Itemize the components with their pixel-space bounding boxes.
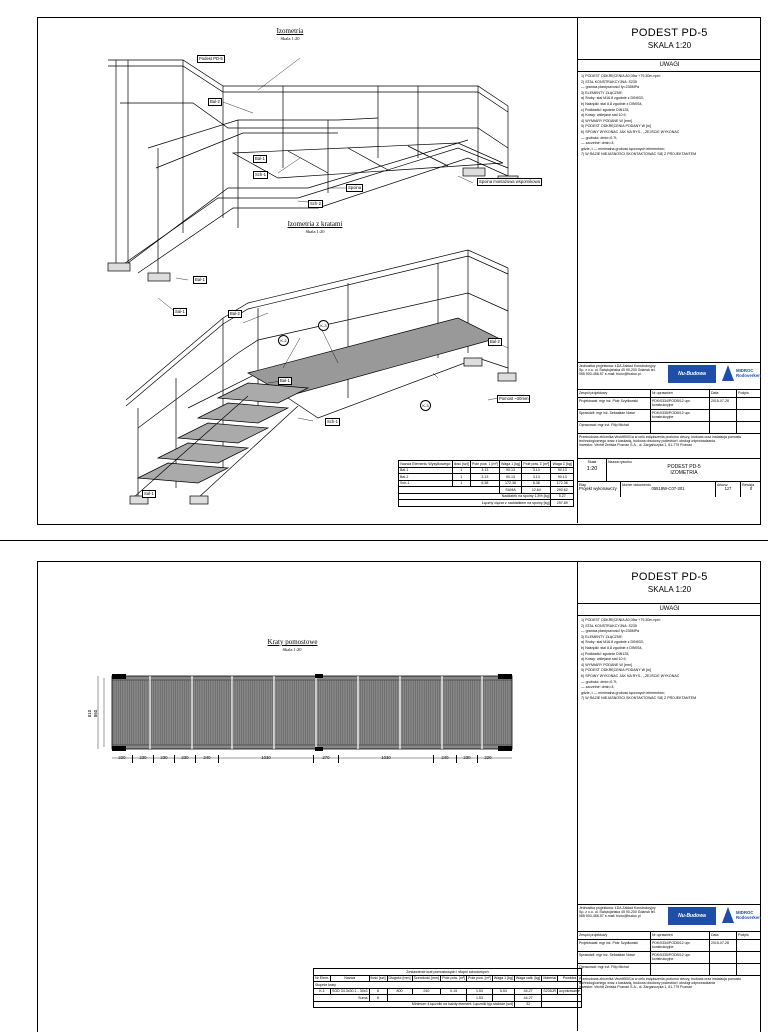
note-line: c) Podkładki: zgodnie DIN125, bbox=[581, 651, 630, 656]
grating-header-cell: Materiał bbox=[543, 976, 557, 981]
grating-header-cell: Pole pow. [m²] bbox=[442, 976, 466, 981]
bom-header-cell: Pole pow. Σ [m²] bbox=[523, 461, 550, 466]
grating-sum-count: 8 bbox=[369, 995, 387, 1002]
design-header: Data bbox=[710, 932, 737, 939]
callout-circle: K-2 bbox=[278, 335, 289, 346]
design-header: Zespół projektowy bbox=[578, 390, 651, 397]
title-block bbox=[577, 17, 761, 523]
table-row bbox=[578, 952, 761, 964]
bom-extra-row bbox=[399, 500, 574, 507]
bom-cell: 3.13 bbox=[470, 467, 499, 474]
sheet-no-label: Arkusz bbox=[717, 483, 728, 487]
bom-cell: 6.38 bbox=[470, 480, 499, 487]
callout-label: Sch-2 bbox=[310, 201, 321, 206]
notes-header: UWAGI bbox=[578, 60, 761, 72]
bom-cell: 90.13 bbox=[499, 467, 521, 474]
callout-label: Bal-1 bbox=[195, 277, 205, 282]
callout-label: Pomost ~30mm bbox=[499, 396, 529, 401]
table-row bbox=[578, 390, 761, 398]
dimension: 220 bbox=[112, 755, 133, 763]
drawing-title-kraty: Kraty pomostowe bbox=[267, 638, 318, 646]
table-row bbox=[578, 410, 761, 422]
sheet-title: PODEST PD-5 bbox=[631, 27, 708, 39]
bom-header-cell: Pole pow. 1 [m²] bbox=[471, 461, 498, 466]
note-line: 6) SPOINY WYKONAĆ JAK NA RYS., ,,ZEJŚCIE WYKONAĆ bbox=[581, 673, 680, 678]
design-header: Podpis bbox=[738, 933, 749, 937]
bom-cell: 90.13 bbox=[551, 474, 574, 481]
grating-cell: ocynkowanie bbox=[559, 989, 580, 994]
bom-cell: 6.38 bbox=[522, 480, 551, 487]
design-team-block bbox=[578, 931, 761, 1000]
bom-extra-value: 297.89 bbox=[551, 500, 574, 507]
bom-extra-value: 5.27 bbox=[551, 493, 574, 500]
bom-extra-label: Naddatek na spoiny 1,8% [kg] bbox=[399, 493, 551, 500]
note-line: 5) PODEST ODKRĘCENIA PODANY W [m] bbox=[581, 668, 651, 673]
bom-header-cell: Ilość [szt] bbox=[453, 461, 469, 466]
notes-list bbox=[578, 616, 761, 704]
callout-label: Sal-1 bbox=[144, 491, 154, 496]
table-row bbox=[578, 964, 761, 976]
rev-cell bbox=[741, 482, 761, 497]
grating-header-cell: Waga 1 [kg] bbox=[493, 976, 513, 981]
project-description bbox=[578, 976, 761, 1000]
table-row bbox=[578, 434, 761, 459]
drawing-scale-1: Skala 1:20 bbox=[280, 36, 300, 41]
grating-table bbox=[313, 968, 582, 1008]
table-row bbox=[578, 976, 761, 1000]
signature bbox=[737, 398, 761, 409]
revision: 0 bbox=[749, 486, 753, 492]
grating-table-title: Zestawienie krat pomostowych i stopni schodowych bbox=[314, 969, 582, 976]
grating-cell: 240 bbox=[412, 988, 441, 995]
design-header: Nr uprawnień bbox=[651, 390, 710, 397]
grating-cell: 1.53 bbox=[467, 988, 493, 995]
bom-header-cell: Waga 1 [kg] bbox=[501, 461, 521, 466]
note-line: 1) PODEST ODKRĘCENIA A0,05w +79,30m npm bbox=[581, 618, 661, 622]
company-logo: Nu-Budowa bbox=[668, 365, 716, 383]
drawing-title-izometria-z-kratami: Izometria z kratami bbox=[287, 220, 343, 228]
bom-header-cell: Nazwa Elementu Wysyłkowego bbox=[400, 461, 451, 466]
bom-cell: Bal-2 bbox=[399, 474, 453, 481]
note-line: 4) WYMIARY PODANE W [mm] bbox=[581, 118, 632, 123]
dimension: 230 bbox=[457, 755, 478, 763]
dimension: 220 bbox=[484, 755, 492, 760]
grating-cell: S235JR bbox=[543, 989, 557, 994]
note-line: — szczelne: dmin=4, bbox=[581, 685, 615, 690]
number-cell bbox=[621, 482, 716, 497]
table-row bbox=[578, 422, 761, 434]
sheet-title: PODEST PD-5 bbox=[631, 571, 708, 583]
brand-text: MIDROC Rodoverken bbox=[736, 368, 761, 378]
draft-date bbox=[710, 422, 737, 433]
drawing-name-label: Nazwa rysunku bbox=[608, 460, 632, 464]
note-line: 3) ELEMENTY ZŁĄCZNE: bbox=[581, 634, 623, 639]
note-line: 3) ELEMENTY ZŁĄCZNE: bbox=[581, 90, 623, 95]
bom-header-cell: Waga Σ [kg] bbox=[552, 461, 572, 466]
stage-value: Projekt wykonawczy bbox=[579, 486, 617, 492]
dimension: 230 bbox=[175, 755, 196, 763]
brand-mark-icon bbox=[722, 365, 734, 381]
bom-cell: 90.13 bbox=[551, 467, 574, 474]
notes-list bbox=[578, 72, 761, 160]
note-line: 7) W RAZIE NIEJASNOŚCI SKONTAKTOWAĆ SIĘ Z PROJEKTANTEM bbox=[581, 152, 697, 157]
grating-note-value: 32 bbox=[514, 1001, 541, 1008]
callout-label: Sal-1 bbox=[175, 309, 185, 314]
note-line: — granica plastyczności fy=235MPa bbox=[581, 85, 640, 90]
dimension: 230 bbox=[133, 755, 154, 763]
dimension: 230 bbox=[154, 755, 175, 763]
notes-header: UWAGI bbox=[578, 604, 761, 616]
bom-cell: 172.36 bbox=[499, 480, 521, 487]
bom-cell: Bal-1 bbox=[399, 467, 453, 474]
grating-header-cell: Pole pow. [m²] bbox=[468, 976, 491, 981]
scale-value: 1:20 bbox=[586, 466, 598, 473]
drafter: Opracował: mgr inż. Filip Michał bbox=[578, 422, 651, 433]
stage-cell bbox=[578, 482, 621, 497]
project-desc-text: Przebudowa zbiornika Vechtf5001a w celu zwiększenia poziomu cieczy, budowa oraz instalacja pomostu technologicznego wraz z kaskadą, budowa obudowy podestów i obsługi odprowadzania bbox=[579, 977, 742, 986]
grating-cell: 800 bbox=[387, 988, 412, 995]
design-date: 2015-07-28 bbox=[710, 940, 737, 951]
callout-label: Bal-2 bbox=[230, 311, 240, 316]
note-line: — szczelne: dmin=4, bbox=[581, 141, 615, 146]
grating-cell: 8 bbox=[369, 988, 387, 995]
bom-cell: 3.13 bbox=[522, 474, 551, 481]
project-address: Inwestor: Vechtf Żeńska Poznań S.A., ul. Żargańczyka 1, 61-779 Poznań bbox=[579, 985, 693, 990]
bom-extra-label: Łączny ciężar z naddatkiem na spoiny [kg] bbox=[399, 500, 551, 507]
grating-header-cell: Szerokość [mm] bbox=[413, 976, 440, 981]
bom-cell: 172.36 bbox=[551, 480, 574, 487]
bom-cell: 3.13 bbox=[522, 467, 551, 474]
callout-label: Sch-1 bbox=[255, 172, 266, 177]
note-line: gdzie, t — minimalna grubość łączonych elementów; bbox=[581, 690, 665, 695]
checker-license: PDK/0335/PODB/12 upr. konstrukcyjne bbox=[651, 952, 710, 963]
note-line: 6) SPOINY WYKONAĆ JAK NA RYS., ,,ZEJŚCIE WYKONAĆ bbox=[581, 129, 680, 134]
bom-cell: 3.13 bbox=[470, 474, 499, 481]
drawing-name-cell bbox=[607, 459, 761, 481]
callout-label: Bal-1 bbox=[280, 378, 290, 383]
callout-label: Bal-1 bbox=[255, 156, 265, 161]
grating-header-cell: Waga całk. [kg] bbox=[515, 976, 541, 981]
checker: Sprawdził: mgr inż. Sebastian Nowe bbox=[578, 410, 651, 421]
rev-label: Rewizja bbox=[742, 483, 755, 487]
note-line: gdzie, t — minimalna grubość łączonych elementów; bbox=[581, 146, 665, 151]
dimension-row bbox=[112, 755, 512, 763]
brand-logo bbox=[722, 365, 762, 383]
table-row bbox=[314, 1001, 582, 1008]
note-line: a) Śruby: stal M16.8 zgodnie z DIN933, bbox=[581, 96, 644, 101]
note-line: 7) W RAZIE NIEJASNOŚCI SKONTAKTOWAĆ SIĘ Z PROJEKTANTEM bbox=[581, 696, 697, 701]
drafter-license bbox=[651, 964, 710, 975]
bom-cell: Sch-1 bbox=[399, 480, 453, 487]
callout-circle: K-3 bbox=[420, 400, 431, 411]
design-header: Zespół projektowy bbox=[578, 932, 651, 939]
grating-header-cell: Powłoka bbox=[558, 975, 582, 982]
drawing-title-izometria: Izometria bbox=[276, 27, 304, 35]
table-row bbox=[578, 459, 761, 482]
investor-text: Jednostka projektowa: ŁDA Zakład Konstrukcyjny Sp. z o.o. ul. Świętojańska 45 90-200 Gdańsk tel. 065 900-456-57 e-mail: biuro@budoc.pl bbox=[579, 906, 656, 919]
project-desc-text: Przebudowa zbiornika Vechtf5001a w celu zwiększenia poziomu cieczy, budowa oraz instalacja pomostu technologicznego wraz z kaskadą, budowa obudowy podestów i obsługi odprowadzania bbox=[579, 435, 742, 444]
note-line: 1) PODEST ODKRĘCENIA A0,05w +79,30m npm bbox=[581, 74, 661, 78]
title-block bbox=[577, 561, 761, 1031]
sheet-number: 1z7 bbox=[724, 486, 732, 492]
grating-note: Minimum 4 łączniki na każdy element. Łączniki typ.stalowe [szt] bbox=[314, 1001, 515, 1008]
note-line: b) Nakrętki: stal 8.8 zgodnie z DIN934, bbox=[581, 645, 643, 650]
note-line: d) Kotwy: wklejane stal 10.9, bbox=[581, 657, 627, 662]
scale-label: Skala bbox=[587, 460, 597, 464]
design-header: Nr uprawnień bbox=[651, 932, 710, 939]
grating-cell: K-1 bbox=[314, 988, 331, 995]
grating-section: Stopnie kraty bbox=[314, 982, 582, 989]
company-logo: Nu-Budowa bbox=[668, 907, 716, 925]
dimension: 240 bbox=[434, 755, 457, 763]
drawing-scale: Skala 1:20 bbox=[282, 647, 302, 652]
scale-cell bbox=[578, 459, 607, 481]
grating-cell: 0.15 bbox=[441, 988, 467, 995]
grating-header-cell: Ilość [szt] bbox=[370, 976, 386, 981]
check-date bbox=[710, 410, 737, 421]
sheet-no-cell bbox=[716, 482, 741, 497]
bom-cell: 90.13 bbox=[499, 474, 521, 481]
dimension: 240 bbox=[196, 755, 219, 763]
note-line: — grubość: dmin=0,7t, bbox=[581, 679, 618, 684]
draft-date bbox=[710, 964, 737, 975]
callout-label: Sch-1 bbox=[327, 419, 338, 424]
signature bbox=[737, 410, 761, 421]
designer-license: PDK/0334/PODB/12 upr. konstrukcyjne bbox=[651, 940, 710, 951]
signature bbox=[737, 422, 761, 433]
table-row bbox=[578, 398, 761, 410]
table-row bbox=[578, 940, 761, 952]
checker-license: PDK/0335/PODB/12 upr. konstrukcyjne bbox=[651, 410, 710, 421]
grating-header-cell: Długość [mm] bbox=[388, 976, 411, 981]
callout-label: Bal-2 bbox=[210, 99, 220, 104]
callout-label: Spoina montażowa wspornikowa bbox=[479, 179, 540, 184]
table-row bbox=[578, 482, 761, 497]
bom-sum-area: 12.64 bbox=[522, 487, 551, 494]
design-team-block bbox=[578, 389, 761, 497]
company-block bbox=[578, 362, 761, 389]
note-line: 4) WYMIARY PODANE W [mm] bbox=[581, 662, 632, 667]
dimension: 1030 bbox=[219, 755, 314, 763]
dimension-vertical: 860 bbox=[93, 709, 99, 718]
note-line: — grubość: dmin=0,7t, bbox=[581, 135, 618, 140]
grating-cell: 44.27 bbox=[514, 988, 541, 995]
designer: Projektował: mgr inż. Piotr Szydłowski bbox=[578, 940, 651, 951]
brand-logo bbox=[722, 907, 762, 925]
investor-text: Jednostka projektowa: ŁDA Zakład Konstrukcyjny Sp. z o.o. ul. Świętojańska 45 90-200 Gdańsk tel. 065 900-456-57 e-mail: biuro@budoc.pl bbox=[579, 364, 656, 377]
dimension: 270 bbox=[314, 755, 339, 763]
project-description bbox=[578, 434, 761, 458]
isometric-drawing bbox=[38, 18, 576, 522]
signature bbox=[737, 952, 761, 963]
grating-sum-label: Suma bbox=[314, 995, 370, 1002]
drawing-name: PODEST PD-5 IZOMETRIA bbox=[667, 464, 701, 477]
note-line: — granica plastyczności fy=235MPa bbox=[581, 629, 640, 634]
callout-label: Bal-2 bbox=[490, 339, 500, 344]
bom-cell: 1 bbox=[452, 480, 470, 487]
title-header bbox=[578, 17, 761, 60]
note-line: 2) STAL KONSTRUKCYJNA: S235 bbox=[581, 623, 637, 628]
designer: Projektował: mgr inż. Piotr Szydłowski bbox=[578, 398, 651, 409]
dimension: 1030 bbox=[339, 755, 434, 763]
bom-table bbox=[398, 460, 574, 507]
project-address: Inwestor: Vechtf Żeńska Poznań S.A., ul. Żargańczyka 1, 61-779 Poznań bbox=[579, 443, 693, 448]
design-date: 2015-07-28 bbox=[710, 398, 737, 409]
grating-header-cell: Nr Elem. bbox=[315, 976, 329, 981]
grating-sum-area: 1.53 bbox=[467, 995, 493, 1002]
grating-cell: 5.53 bbox=[492, 988, 514, 995]
callout-label: Spoina bbox=[348, 185, 362, 190]
sheet-scale: SKALA 1:20 bbox=[647, 41, 692, 50]
note-line: d) Kotwy: wklejane stal 10.9, bbox=[581, 113, 627, 118]
note-line: b) Nakrętki: stal 8.8 zgodnie z DIN934, bbox=[581, 101, 643, 106]
design-header: Podpis bbox=[738, 391, 749, 395]
grating-sum-weight: 44.27 bbox=[514, 995, 541, 1002]
bom-cell: 1 bbox=[452, 474, 470, 481]
table-row bbox=[578, 932, 761, 940]
brand-mark-icon bbox=[722, 907, 734, 923]
bom-sum-weight: 290.62 bbox=[551, 487, 574, 494]
note-line: a) Śruby: stal M16.8 zgodnie z DIN933, bbox=[581, 640, 644, 645]
title-header bbox=[578, 561, 761, 604]
callout-circle: K-3 bbox=[318, 320, 329, 331]
note-line: 5) PODEST ODKRĘCENIA PODANY W [m] bbox=[581, 124, 651, 129]
brand-text: MIDROC Rodoverken bbox=[736, 910, 761, 920]
drafter: Opracował: mgr inż. Filip Michał bbox=[578, 964, 651, 975]
drafter-license bbox=[651, 422, 710, 433]
grating-cell: SGD 34.3x30.1 - 30x3 bbox=[331, 989, 368, 994]
company-block bbox=[578, 904, 761, 931]
grating-header-cell: Nazwa bbox=[330, 975, 369, 982]
signature bbox=[737, 964, 761, 975]
design-header: Data bbox=[710, 390, 737, 397]
dimension-vertical: 810 bbox=[87, 709, 93, 718]
number-label: Numer dokumentu bbox=[622, 483, 651, 487]
note-line: 2) STAL KONSTRUKCYJNA: S235 bbox=[581, 79, 637, 84]
sheet-scale: SKALA 1:20 bbox=[647, 585, 692, 594]
document-number: 05518W-C07-301 bbox=[651, 486, 685, 492]
designer-license: PDK/0334/PODB/12 upr. konstrukcyjne bbox=[651, 398, 710, 409]
signature bbox=[737, 940, 761, 951]
drawing-scale-2: Skala 1:20 bbox=[305, 229, 325, 234]
checker: Sprawdził: mgr inż. Sebastian Nowe bbox=[578, 952, 651, 963]
callout-label: Podest PD-5 bbox=[199, 56, 223, 61]
check-date bbox=[710, 952, 737, 963]
drawing-sheet-2 bbox=[0, 541, 768, 1024]
bom-sum-label: SUMA bbox=[499, 487, 521, 494]
note-line: c) Podkładki: zgodnie DIN125, bbox=[581, 107, 630, 112]
stage-label: Etap bbox=[579, 483, 587, 487]
bom-cell: 1 bbox=[452, 467, 470, 474]
